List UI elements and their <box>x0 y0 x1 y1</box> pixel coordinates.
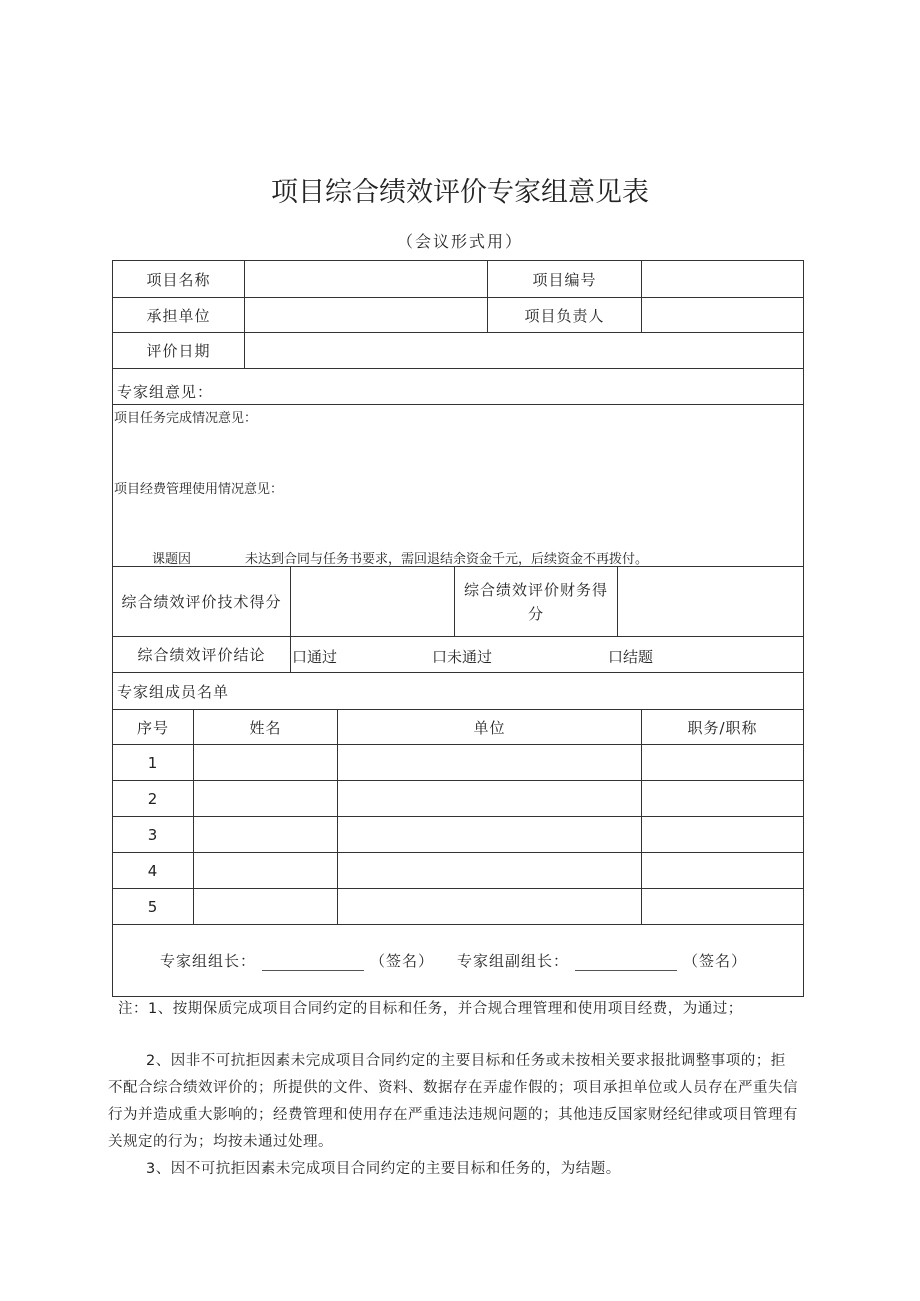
field-project-name[interactable] <box>244 260 488 298</box>
member-cell[interactable] <box>641 816 804 853</box>
field-tech-score[interactable] <box>290 566 455 637</box>
field-finance-score[interactable] <box>617 566 804 637</box>
header-title: 职务/职称 <box>641 709 804 745</box>
member-cell[interactable] <box>337 888 642 925</box>
member-cell[interactable] <box>337 816 642 853</box>
field-leader[interactable] <box>641 297 804 333</box>
fund-opinion-label: 项目经费管理使用情况意见： <box>114 482 284 497</box>
label-date: 评价日期 <box>112 332 245 369</box>
field-unit[interactable] <box>244 297 488 333</box>
member-cell[interactable] <box>641 852 804 889</box>
members-title: 专家组成员名单 <box>112 672 804 710</box>
field-project-no[interactable] <box>641 260 804 298</box>
task-opinion-label: 项目任务完成情况意见： <box>114 411 258 426</box>
member-cell[interactable] <box>641 744 804 781</box>
label-conclusion: 综合绩效评价结论 <box>112 636 291 673</box>
member-cell[interactable] <box>193 852 338 889</box>
statement-text: 未达到合同与任务书要求，需回退结余资金千元，后续资金不再拨付。 <box>245 552 649 567</box>
note-3: 3、因不可抗拒因素未完成项目合同约定的主要目标和任务的，为结题。 <box>146 1161 621 1177</box>
member-cell[interactable] <box>193 888 338 925</box>
signature-vice <box>457 950 747 971</box>
sign-label: （签名） <box>370 952 435 970</box>
label-finance-score: 综合绩效评价财务得分 <box>454 566 618 637</box>
leader-sign-line[interactable] <box>262 956 364 971</box>
option-close[interactable]: 口结题 <box>608 648 654 666</box>
label-project-name: 项目名称 <box>112 260 245 298</box>
label-unit: 承担单位 <box>112 297 245 333</box>
note-1: 注：1、按期保质完成项目合同约定的目标和任务，并合规合理管理和使用项目经费，为通过； <box>118 1001 743 1017</box>
field-date[interactable] <box>244 332 804 369</box>
member-row-number: 5 <box>112 888 194 925</box>
label-leader: 项目负责人 <box>487 297 642 333</box>
vice-label: 专家组副组长： <box>457 952 570 970</box>
member-cell[interactable] <box>641 888 804 925</box>
signature-leader <box>160 950 434 971</box>
member-cell[interactable] <box>337 852 642 889</box>
vice-sign-line[interactable] <box>575 956 677 971</box>
member-cell[interactable] <box>337 744 642 781</box>
option-fail[interactable]: 口未通过 <box>432 648 493 666</box>
page-title: 项目综合绩效评价专家组意见表 <box>271 177 649 208</box>
member-cell[interactable] <box>193 780 338 817</box>
member-cell[interactable] <box>193 744 338 781</box>
member-cell[interactable] <box>641 780 804 817</box>
member-cell[interactable] <box>193 816 338 853</box>
leader-label: 专家组组长： <box>160 952 257 970</box>
statement-prefix: 课题因 <box>152 552 192 567</box>
member-row-number: 1 <box>112 744 194 781</box>
member-row-number: 2 <box>112 780 194 817</box>
page-subtitle: （会议形式用） <box>396 232 523 251</box>
note-2: 2、因非不可抗拒因素未完成项目合同约定的主要目标和任务或未按相关要求报批调整事项的；拒不配合综合绩效评价的；所提供的文件、资料、数据存在弄虚作假的；项目承担单位或人员存在严重失信行为并造成重大影响的；经费管理和使用存在严重违法违规问题的；其他违反国家财经纪律或项目管理有关规定的行为；均按未通过处理。 <box>108 1053 798 1150</box>
member-row-number: 4 <box>112 852 194 889</box>
opinion-label: 专家组意见： <box>112 368 804 405</box>
member-cell[interactable] <box>337 780 642 817</box>
sign-label: （签名） <box>683 952 748 970</box>
header-name: 姓名 <box>193 709 338 745</box>
header-unit: 单位 <box>337 709 642 745</box>
option-pass[interactable]: 口通过 <box>292 648 338 666</box>
label-project-no: 项目编号 <box>487 260 642 298</box>
member-row-number: 3 <box>112 816 194 853</box>
conclusion-options <box>290 636 804 673</box>
header-no: 序号 <box>112 709 194 745</box>
label-tech-score: 综合绩效评价技术得分 <box>112 566 291 637</box>
